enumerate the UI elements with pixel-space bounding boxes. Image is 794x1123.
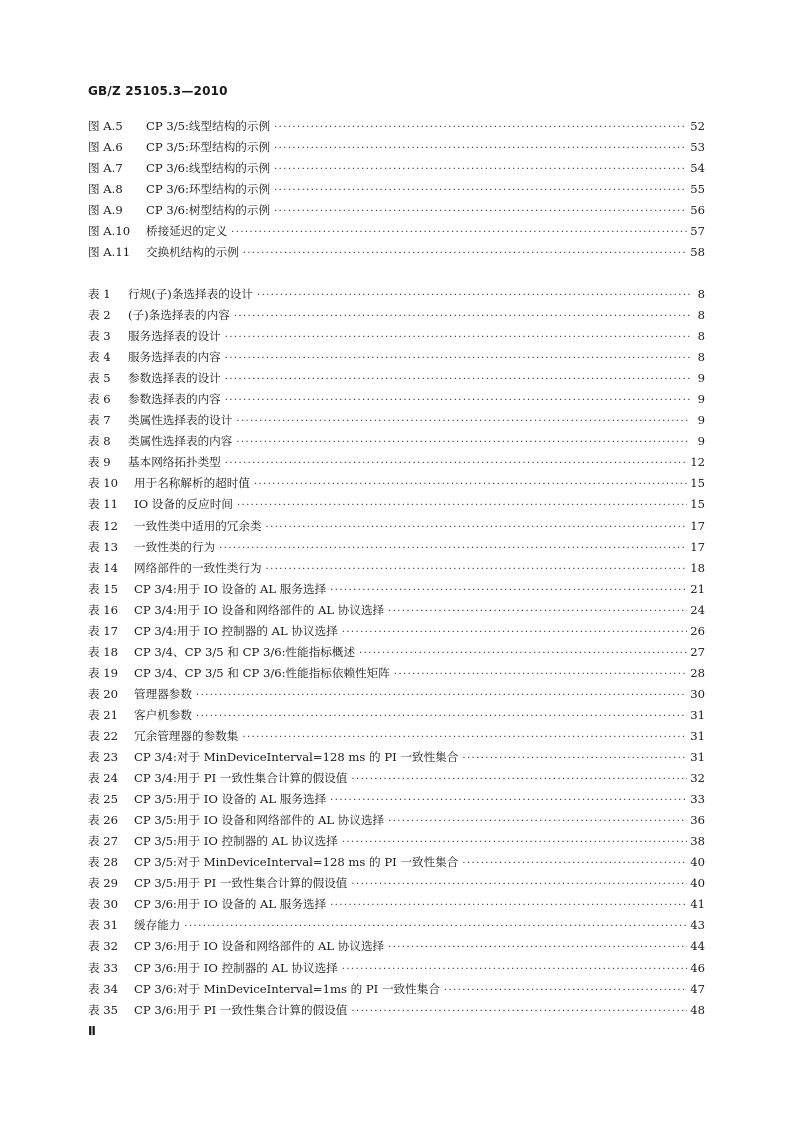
figure-entry-title: CP 3/6:环型结构的示例 xyxy=(146,182,271,197)
table-entry-title: CP 3/6:对于 MinDeviceInterval=1ms 的 PI 一致性集合 xyxy=(134,981,440,996)
table-entry[interactable] xyxy=(88,391,705,412)
figure-entry-title: CP 3/6:线型结构的示例 xyxy=(146,161,271,176)
figure-list xyxy=(88,118,705,265)
table-entry[interactable] xyxy=(88,581,705,602)
table-entry-page: 8 xyxy=(697,308,705,323)
table-entry-title: 参数选择表的设计 xyxy=(128,371,221,386)
dot-leader xyxy=(274,164,687,175)
table-entry[interactable] xyxy=(88,433,705,454)
dot-leader xyxy=(462,753,687,764)
dot-leader xyxy=(351,774,687,785)
table-entry-label: 表 25 xyxy=(88,792,119,807)
dot-leader xyxy=(274,143,687,154)
table-entry[interactable] xyxy=(88,707,705,728)
table-entry-label: 表 12 xyxy=(88,518,119,533)
table-entry-label: 表 7 xyxy=(88,413,111,428)
table-entry[interactable] xyxy=(88,539,705,560)
table-entry-page: 8 xyxy=(697,350,705,365)
dot-leader xyxy=(225,374,690,385)
table-entry-title: 用于名称解析的超时值 xyxy=(134,476,250,491)
figure-entry-page: 53 xyxy=(690,140,705,155)
dot-leader xyxy=(274,206,687,217)
table-entry-title: 一致性类的行为 xyxy=(134,539,216,554)
table-entry-title: IO 设备的反应时间 xyxy=(134,497,233,512)
table-entry-label: 表 11 xyxy=(88,497,119,512)
table-entry-label: 表 4 xyxy=(88,350,111,365)
table-entry[interactable] xyxy=(88,665,705,686)
dot-leader xyxy=(225,353,690,364)
table-entry-label: 表 31 xyxy=(88,918,119,933)
dot-leader xyxy=(236,416,690,427)
dot-leader xyxy=(274,122,687,133)
table-entry-title: 类属性选择表的设计 xyxy=(128,413,233,428)
table-entry-title: CP 3/5:对于 MinDeviceInterval=128 ms 的 PI 一致性集合 xyxy=(134,855,459,870)
figure-entry[interactable] xyxy=(88,244,705,265)
figure-entry-label: 图 A.6 xyxy=(88,140,123,155)
table-entry-page: 12 xyxy=(690,455,705,470)
table-entry-page: 44 xyxy=(690,939,705,954)
dot-leader xyxy=(388,606,687,617)
figure-entry-label: 图 A.7 xyxy=(88,161,123,176)
figure-entry-label: 图 A.8 xyxy=(88,182,123,197)
table-entry-label: 表 33 xyxy=(88,960,119,975)
figure-entry[interactable] xyxy=(88,202,705,223)
table-entry-page: 40 xyxy=(690,855,705,870)
table-entry-page: 17 xyxy=(690,539,705,554)
table-entry-title: CP 3/6:用于 IO 设备和网络部件的 AL 协议选择 xyxy=(134,939,385,954)
figure-entry-title: 桥接延迟的定义 xyxy=(146,224,228,239)
table-entry[interactable] xyxy=(88,286,705,307)
table-entry-title: CP 3/4:用于 IO 设备和网络部件的 AL 协议选择 xyxy=(134,602,385,617)
table-entry-label: 表 29 xyxy=(88,876,119,891)
dot-leader xyxy=(184,921,687,932)
dot-leader xyxy=(342,964,687,975)
dot-leader xyxy=(237,500,687,511)
figure-entry-page: 56 xyxy=(690,203,705,218)
dot-leader xyxy=(243,248,687,259)
table-entry-title: 参数选择表的内容 xyxy=(128,392,221,407)
table-entry-title: 基本网络拓扑类型 xyxy=(128,455,221,470)
table-entry-page: 31 xyxy=(690,750,705,765)
dot-leader xyxy=(266,564,688,575)
table-entry-label: 表 32 xyxy=(88,939,119,954)
dot-leader xyxy=(196,690,687,701)
dot-leader xyxy=(330,795,687,806)
table-entry-title: CP 3/6:用于 IO 控制器的 AL 协议选择 xyxy=(134,960,338,975)
dot-leader xyxy=(242,732,687,743)
dot-leader xyxy=(231,227,687,238)
table-entry-page: 9 xyxy=(697,371,705,386)
table-entry[interactable] xyxy=(88,686,705,707)
table-entry-label: 表 23 xyxy=(88,750,119,765)
table-entry-label: 表 14 xyxy=(88,560,119,575)
dot-leader xyxy=(236,437,690,448)
table-entry-label: 表 20 xyxy=(88,686,119,701)
table-list xyxy=(88,286,705,1023)
table-entry-title: 行规(子)条选择表的设计 xyxy=(128,287,253,301)
table-entry[interactable] xyxy=(88,623,705,644)
figure-entry-label: 图 A.9 xyxy=(88,203,123,218)
dot-leader xyxy=(462,858,687,869)
table-entry-label: 表 5 xyxy=(88,371,111,386)
table-entry-page: 47 xyxy=(690,981,705,996)
table-entry-label: 表 2 xyxy=(88,308,111,323)
table-entry[interactable] xyxy=(88,749,705,770)
figure-entry[interactable] xyxy=(88,223,705,244)
table-entry-page: 46 xyxy=(690,960,705,975)
table-entry-page: 36 xyxy=(690,813,705,828)
dot-leader xyxy=(342,627,687,638)
table-entry-page: 38 xyxy=(690,834,705,849)
table-entry[interactable] xyxy=(88,518,705,539)
table-entry[interactable] xyxy=(88,981,705,1002)
table-entry-page: 30 xyxy=(690,686,705,701)
dot-leader xyxy=(388,942,687,953)
table-entry-page: 18 xyxy=(690,560,705,575)
table-entry[interactable] xyxy=(88,412,705,433)
figure-entry-title: 交换机结构的示例 xyxy=(146,245,239,260)
table-entry-label: 表 8 xyxy=(88,434,111,449)
table-entry-label: 表 17 xyxy=(88,623,119,638)
table-entry-title: (子)条选择表的内容 xyxy=(128,308,230,323)
figure-entry-title: CP 3/5:环型结构的示例 xyxy=(146,140,271,155)
table-entry-label: 表 6 xyxy=(88,392,111,407)
table-entry-label: 表 27 xyxy=(88,834,119,849)
table-entry-title: CP 3/6:用于 PI 一致性集合计算的假设值 xyxy=(134,1002,348,1017)
table-entry-page: 26 xyxy=(690,623,705,638)
table-entry-label: 表 30 xyxy=(88,897,119,912)
dot-leader xyxy=(394,669,687,680)
table-entry[interactable] xyxy=(88,812,705,833)
figure-entry[interactable] xyxy=(88,160,705,181)
table-entry-label: 表 10 xyxy=(88,476,119,491)
dot-leader xyxy=(225,458,687,469)
table-entry-label: 表 1 xyxy=(88,287,111,301)
table-entry[interactable] xyxy=(88,496,705,517)
table-entry-title: CP 3/6:用于 IO 设备的 AL 服务选择 xyxy=(134,897,327,912)
table-entry[interactable] xyxy=(88,833,705,854)
figure-entry-label: 图 A.10 xyxy=(88,224,131,239)
dot-leader xyxy=(234,311,690,322)
dot-leader xyxy=(254,479,687,490)
document-id: GB/Z 25105.3—2010 xyxy=(88,84,228,98)
table-entry-page: 8 xyxy=(697,287,705,301)
dot-leader xyxy=(219,543,687,554)
table-entry-page: 31 xyxy=(690,728,705,743)
table-entry-title: CP 3/4:用于 IO 设备的 AL 服务选择 xyxy=(134,581,327,596)
table-entry-page: 24 xyxy=(690,602,705,617)
table-entry[interactable] xyxy=(88,896,705,917)
dot-leader xyxy=(359,648,687,659)
table-entry-title: 服务选择表的设计 xyxy=(128,329,221,344)
table-entry-title: CP 3/4:用于 PI 一致性集合计算的假设值 xyxy=(134,771,348,786)
table-entry-label: 表 28 xyxy=(88,855,119,870)
table-entry-label: 表 13 xyxy=(88,539,119,554)
table-entry-page: 43 xyxy=(690,918,705,933)
table-entry-page: 15 xyxy=(690,497,705,512)
table-entry-page: 31 xyxy=(690,707,705,722)
table-entry[interactable] xyxy=(88,349,705,370)
table-entry-title: 类属性选择表的内容 xyxy=(128,434,233,449)
table-entry[interactable] xyxy=(88,938,705,959)
table-entry-label: 表 24 xyxy=(88,771,119,786)
figure-entry[interactable] xyxy=(88,181,705,202)
table-entry[interactable] xyxy=(88,328,705,349)
table-entry-page: 17 xyxy=(690,518,705,533)
table-entry-page: 9 xyxy=(697,413,705,428)
table-entry[interactable] xyxy=(88,960,705,981)
table-entry-page: 32 xyxy=(690,771,705,786)
table-entry[interactable] xyxy=(88,917,705,938)
figure-entry-page: 54 xyxy=(690,161,705,176)
table-entry-label: 表 35 xyxy=(88,1002,119,1017)
table-entry-page: 9 xyxy=(697,434,705,449)
table-entry-page: 41 xyxy=(690,897,705,912)
figure-entry[interactable] xyxy=(88,118,705,139)
table-entry-label: 表 9 xyxy=(88,455,111,470)
figure-entry-title: CP 3/5:线型结构的示例 xyxy=(146,119,271,133)
dot-leader xyxy=(342,837,687,848)
table-entry-page: 33 xyxy=(690,792,705,807)
table-entry-title: CP 3/5:用于 IO 控制器的 AL 协议选择 xyxy=(134,834,338,849)
table-entry[interactable] xyxy=(88,854,705,875)
figure-entry[interactable] xyxy=(88,139,705,160)
page-number: Ⅱ xyxy=(88,1024,96,1038)
dot-leader xyxy=(351,879,687,890)
dot-leader xyxy=(330,900,687,911)
table-entry-label: 表 26 xyxy=(88,813,119,828)
table-entry-page: 28 xyxy=(690,665,705,680)
table-entry[interactable] xyxy=(88,1002,705,1023)
table-entry-title: CP 3/5:用于 IO 设备和网络部件的 AL 协议选择 xyxy=(134,813,385,828)
table-entry-page: 40 xyxy=(690,876,705,891)
table-entry-title: CP 3/4:对于 MinDeviceInterval=128 ms 的 PI 一致性集合 xyxy=(134,750,459,765)
dot-leader xyxy=(444,985,687,996)
table-entry-label: 表 19 xyxy=(88,665,119,680)
table-entry-page: 8 xyxy=(697,329,705,344)
figure-entry-label: 图 A.5 xyxy=(88,119,123,133)
table-entry-title: CP 3/4、CP 3/5 和 CP 3/6:性能指标概述 xyxy=(134,644,356,659)
table-entry-title: CP 3/4、CP 3/5 和 CP 3/6:性能指标依赖性矩阵 xyxy=(134,665,390,680)
table-entry-label: 表 21 xyxy=(88,707,119,722)
table-entry-title: CP 3/5:用于 IO 设备的 AL 服务选择 xyxy=(134,792,327,807)
dot-leader xyxy=(351,1006,687,1017)
figure-entry-label: 图 A.11 xyxy=(88,245,131,260)
figure-entry-title: CP 3/6:树型结构的示例 xyxy=(146,203,271,218)
figure-entry-page: 55 xyxy=(690,182,705,197)
table-entry-title: CP 3/4:用于 IO 控制器的 AL 协议选择 xyxy=(134,623,338,638)
table-entry-label: 表 15 xyxy=(88,581,119,596)
table-entry-page: 27 xyxy=(690,644,705,659)
table-entry-label: 表 16 xyxy=(88,602,119,617)
table-entry-label: 表 3 xyxy=(88,329,111,344)
dot-leader xyxy=(330,585,687,596)
table-entry[interactable] xyxy=(88,770,705,791)
table-entry[interactable] xyxy=(88,644,705,665)
dot-leader xyxy=(388,816,687,827)
table-entry-title: 缓存能力 xyxy=(134,918,181,933)
table-entry-page: 21 xyxy=(690,581,705,596)
table-entry[interactable] xyxy=(88,560,705,581)
table-entry-page: 15 xyxy=(690,476,705,491)
table-entry[interactable] xyxy=(88,475,705,496)
table-entry[interactable] xyxy=(88,307,705,328)
dot-leader xyxy=(225,395,690,406)
table-entry[interactable] xyxy=(88,791,705,812)
table-entry-label: 表 18 xyxy=(88,644,119,659)
table-entry-title: 网络部件的一致性类行为 xyxy=(134,560,262,575)
dot-leader xyxy=(196,711,687,722)
table-entry-title: 冗余管理器的参数集 xyxy=(134,728,239,743)
table-entry-title: 管理器参数 xyxy=(134,686,192,701)
table-entry[interactable] xyxy=(88,454,705,475)
dot-leader xyxy=(225,332,690,343)
figure-entry-page: 52 xyxy=(690,119,705,133)
dot-leader xyxy=(266,522,688,533)
table-entry[interactable] xyxy=(88,728,705,749)
table-entry-title: CP 3/5:用于 PI 一致性集合计算的假设值 xyxy=(134,876,348,891)
table-entry-page: 48 xyxy=(690,1002,705,1017)
table-entry[interactable] xyxy=(88,602,705,623)
dot-leader xyxy=(274,185,687,196)
table-entry-page: 9 xyxy=(697,392,705,407)
table-entry-title: 服务选择表的内容 xyxy=(128,350,221,365)
table-entry-label: 表 22 xyxy=(88,728,119,743)
table-entry[interactable] xyxy=(88,875,705,896)
figure-entry-page: 57 xyxy=(690,224,705,239)
table-entry-title: 一致性类中适用的冗余类 xyxy=(134,518,262,533)
table-entry-label: 表 34 xyxy=(88,981,119,996)
figure-entry-page: 58 xyxy=(690,245,705,260)
dot-leader xyxy=(257,290,690,301)
table-entry-title: 客户机参数 xyxy=(134,707,192,722)
table-entry[interactable] xyxy=(88,370,705,391)
